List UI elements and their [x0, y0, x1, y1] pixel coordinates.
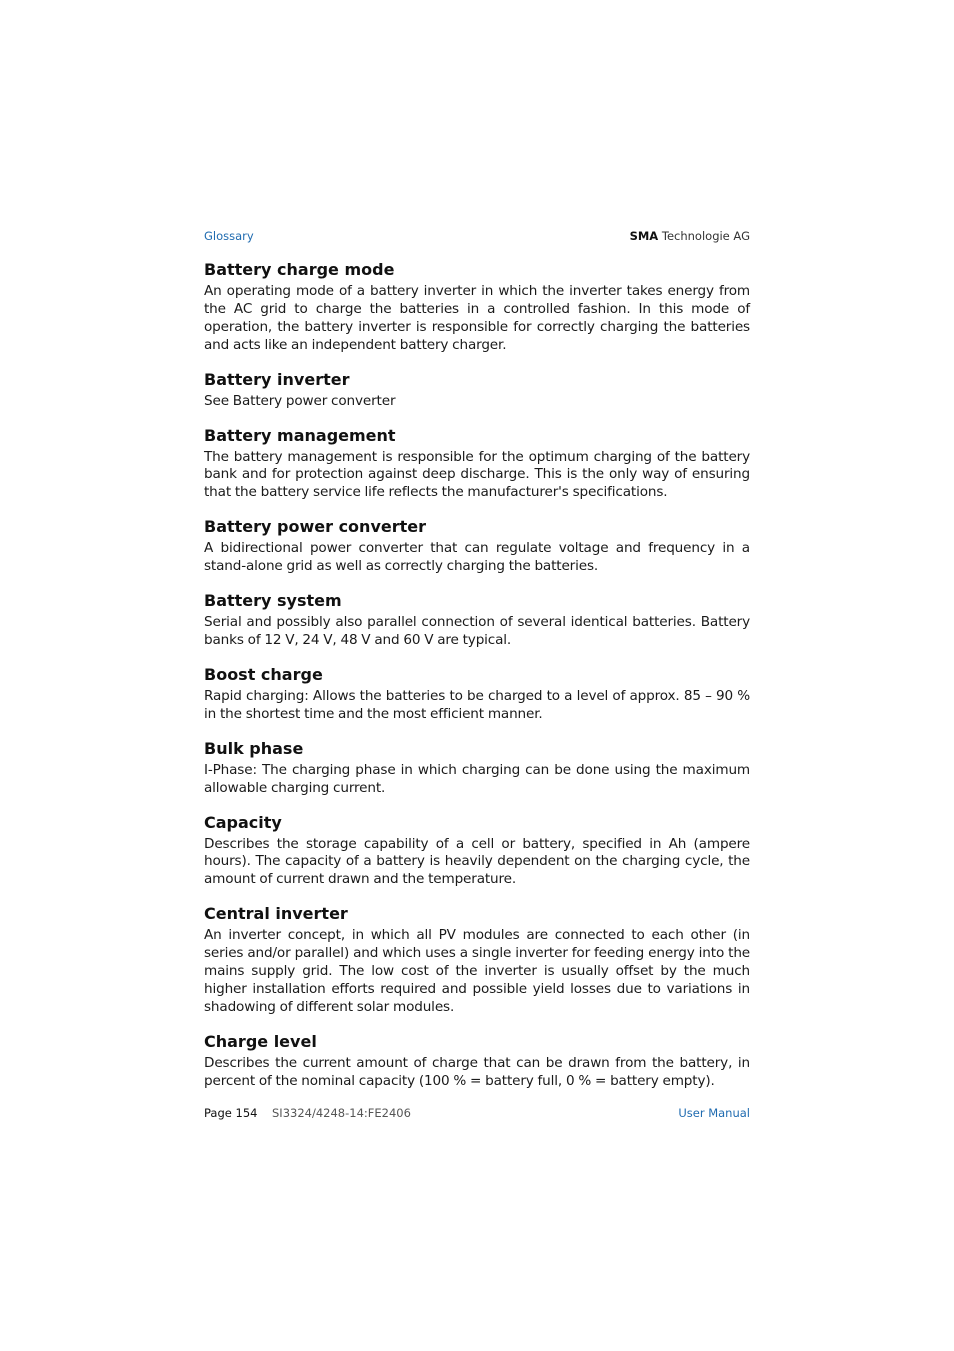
glossary-content	[204, 258, 750, 1104]
term-definition: See Battery power converter	[204, 392, 396, 409]
glossary-entry	[204, 424, 750, 503]
term-definition: Serial and possibly also parallel connection of several identical batteries. Battery banks of 12 V, 24 V, 48 V and 60 V are typical.	[204, 614, 750, 648]
glossary-entry	[204, 811, 750, 890]
document-id: SI3324/4248-14:FE2406	[272, 1106, 411, 1120]
term-heading: Battery management	[204, 425, 396, 445]
page-footer	[204, 1106, 750, 1122]
term-definition: An inverter concept, in which all PV modules are connected to each other (in series and/or parallel) and which uses a single inverter for feeding energy into the mains supply grid. The low cost of the inverter is usually offset by the much higher installation efforts required and possible yield losses due to variations in shadowing of different solar modules.	[204, 927, 750, 1015]
term-heading: Bulk phase	[204, 738, 304, 758]
term-definition: The battery management is responsible for the optimum charging of the battery bank and for protection against deep discharge. This is the only way of ensuring that the battery service life reflects the manufacturer's specifications.	[204, 448, 750, 501]
term-definition: Rapid charging: Allows the batteries to be charged to a level of approx. 85 – 90 % in the shortest time and the most efficient manner.	[204, 687, 750, 722]
term-heading: Battery charge mode	[204, 260, 395, 279]
term-heading: Battery system	[204, 591, 342, 611]
term-heading: Boost charge	[204, 664, 323, 684]
term-definition: Describes the storage capability of a cell or battery, specified in Ah (ampere hours). The capacity of a battery is heavily dependent on the charging cycle, the amount of current drawn and the temperature.	[204, 835, 750, 888]
term-heading: Battery power converter	[204, 517, 426, 537]
glossary-entry	[204, 368, 750, 411]
glossary-entry	[204, 1030, 750, 1091]
company-rest: Technologie AG	[661, 229, 750, 243]
company-brand: SMA	[629, 229, 659, 243]
manual-title: User Manual	[678, 1106, 750, 1120]
glossary-entry	[204, 663, 750, 724]
glossary-entry	[204, 515, 750, 576]
term-heading: Charge level	[204, 1031, 317, 1051]
page-header	[204, 229, 750, 245]
term-heading: Central inverter	[204, 904, 348, 924]
glossary-entry	[204, 589, 750, 650]
term-definition: I-Phase: The charging phase in which charging can be done using the maximum allowable charging current.	[204, 761, 750, 796]
term-definition: An operating mode of a battery inverter in which the inverter takes energy from the AC grid to charge the batteries in a controlled fashion. In this mode of operation, the battery inverter is responsible for correctly charging the batteries and acts like an independent battery charger.	[204, 283, 750, 353]
section-title: Glossary	[204, 229, 254, 243]
page-number: Page 154	[204, 1106, 258, 1120]
company-name	[630, 229, 750, 243]
glossary-entry	[204, 902, 750, 1017]
term-heading: Capacity	[204, 812, 282, 832]
term-definition: Describes the current amount of charge that can be drawn from the battery, in percent of the nominal capacity (100 % = battery full, 0 % = battery empty).	[204, 1054, 750, 1089]
glossary-entry	[204, 737, 750, 798]
term-heading: Battery inverter	[204, 369, 350, 389]
glossary-entry	[204, 258, 750, 355]
term-definition: A bidirectional power converter that can regulate voltage and frequency in a stand-alone grid as well as correctly charging the batteries.	[204, 540, 750, 575]
